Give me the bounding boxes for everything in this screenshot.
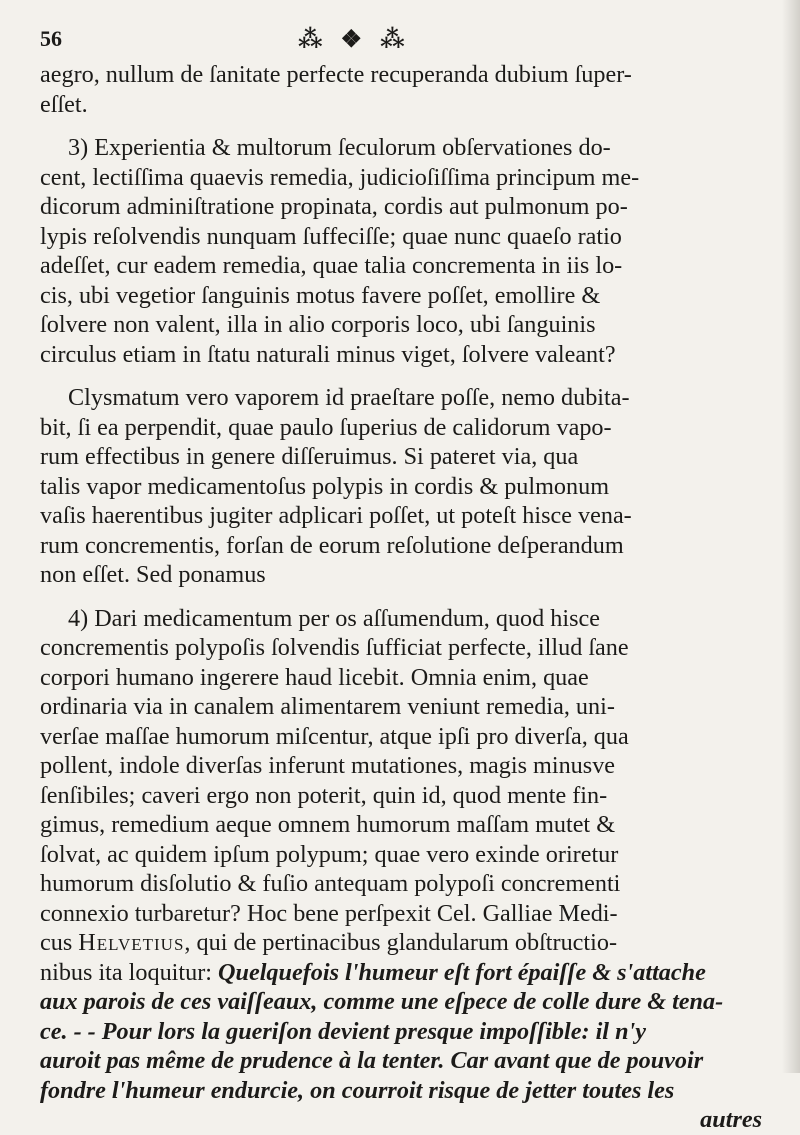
text-line: cis, ubi vegetior ſanguinis motus favere poſſet, emollire & (40, 281, 601, 309)
text-line: non eſſet. Sed ponamus (40, 561, 266, 588)
text-line: ordinaria via in canalem alimentarem veniunt remedia, uni- (40, 693, 615, 720)
text-line: connexio turbaretur? Hoc bene perſpexit Cel. Galliae Medi- (40, 899, 618, 927)
text-line: ſolvere non valent, illa in alio corporis loco, ubi ſanguinis (40, 311, 596, 338)
text-line: aegro, nullum de ſanitate perfecte recuperanda dubium ſuper- (40, 61, 632, 88)
text-line: pollent, indole diverſas inferunt mutationes, magis minusve (40, 752, 616, 779)
text-line: circulus etiam in ſtatu naturali minus viget, ſolvere valeant? (40, 340, 616, 368)
paragraph-2 (40, 133, 770, 369)
author-line-before: cus (40, 929, 79, 956)
text-line: gimus, remedium aeque omnem humorum maſſam mutet & (40, 811, 616, 838)
text-line: vaſis haerentibus jugiter adplicari poſſet, ut poteſt hisce vena- (40, 502, 632, 529)
quote-line: fondre l'humeur endurcie, on courroit risque de jetter toutes les (40, 1076, 675, 1104)
author-name: Helvetius (78, 929, 185, 956)
text-line: eſſet. (40, 90, 88, 118)
page-edge-shadow (782, 0, 800, 1073)
text-line: verſae maſſae humorum miſcentur, atque ipſi pro diverſa, qua (40, 722, 629, 750)
text-line: humorum disſolutio & fuſio antequam polypoſi concrementi (40, 870, 621, 897)
text-line: Clysmatum vero vaporem id praeſtare poſſe, nemo dubita- (68, 384, 630, 411)
paragraph-3 (40, 383, 770, 590)
quote-line (40, 958, 770, 988)
text-line: cent, lectiſſima quaevis remedia, judicioſiſſima principum me- (40, 163, 640, 191)
text-line: dicorum adminiſtratione propinata, cordis aut pulmonum po- (40, 193, 628, 220)
paragraph-1 (40, 60, 770, 119)
text-line: ſolvat, ac quidem ipſum polypum; quae vero exinde oriretur (40, 840, 619, 868)
text-line: talis vapor medicamentoſus polypis in cordis & pulmonum (40, 472, 610, 500)
header-ornament: ⁂ ❖ ⁂ (298, 27, 411, 53)
text-line: 3) Experientia & multorum ſeculorum obſervationes do- (68, 134, 611, 161)
catchword: autres (700, 1106, 762, 1133)
text-line: ſenſibiles; caveri ergo non poterit, quin id, quod mente fin- (40, 781, 608, 809)
quote-line: auroit pas même de prudence à la tenter. Car avant que de pouvoir (40, 1047, 704, 1074)
text-line: rum effectibus in genere diſſeruimus. Si pateret via, qua (40, 443, 579, 470)
paragraph-4 (40, 604, 770, 1135)
page-header (40, 16, 780, 56)
quote-intro: nibus ita loquitur: (40, 958, 219, 986)
author-line-after: , qui de pertinacibus glandularum obſtructio- (184, 929, 617, 956)
quote-text: Quelquefois l'humeur eſt fort épaiſſe & s'attache (218, 958, 706, 986)
text-line: bit, ſi ea perpendit, quae paulo ſuperius de calidorum vapo- (40, 413, 612, 441)
author-line (40, 928, 770, 958)
text-line: rum concrementis, forſan de eorum reſolutione deſperandum (40, 531, 624, 559)
quote-line: ce. - - Pour lors la gueriſon devient presque impoſſible: il n'y (40, 1017, 646, 1045)
text-line: concrementis polypoſis ſolvendis ſufficiat perfecte, illud ſane (40, 634, 629, 661)
text-line: 4) Dari medicamentum per os aſſumendum, quod hisce (68, 604, 600, 632)
quote-line: aux parois de ces vaiſſeaux, comme une eſpece de colle dure & tena- (40, 988, 724, 1015)
text-line: corpori humano ingerere haud licebit. Omnia enim, quae (40, 663, 589, 691)
body-text (40, 60, 770, 1135)
text-line: lypis reſolvendis nunquam ſuffeciſſe; quae nunc quaeſo ratio (40, 222, 622, 250)
page-number: 56 (40, 26, 62, 51)
text-line: adeſſet, cur eadem remedia, quae talia concrementa in iis lo- (40, 252, 623, 279)
